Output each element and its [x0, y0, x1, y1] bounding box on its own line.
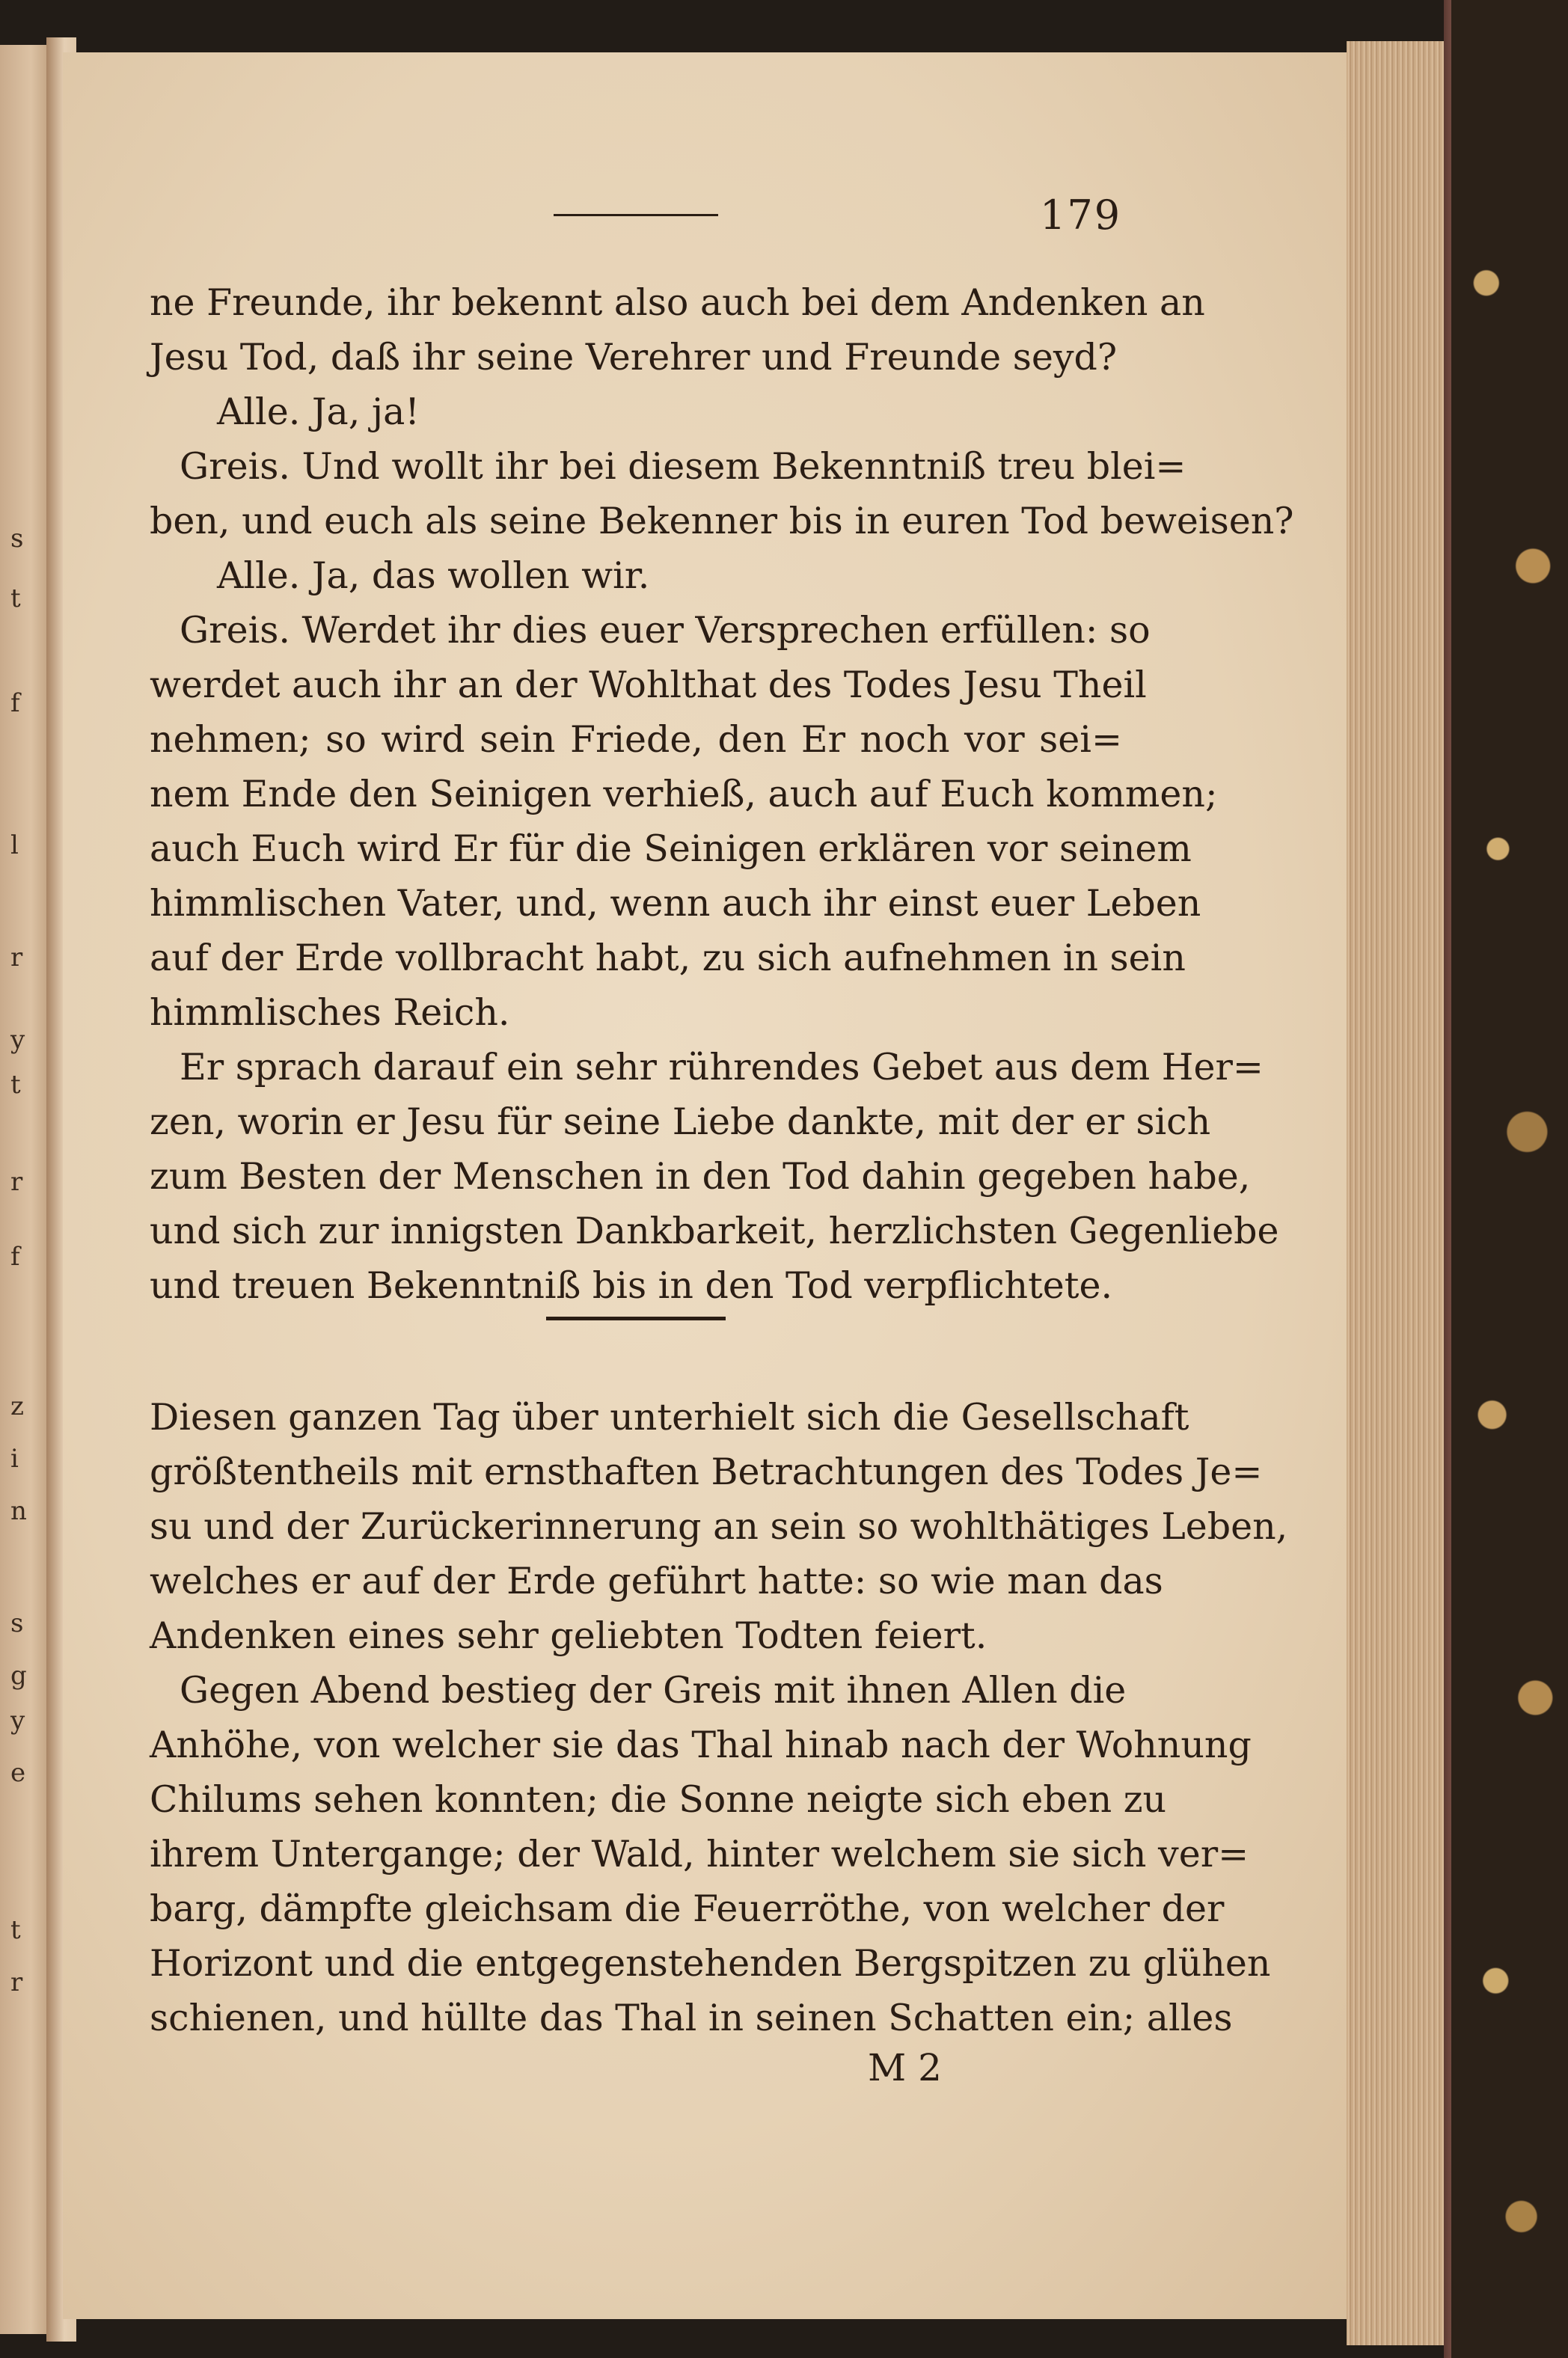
text-line: und sich zur innigsten Dankbarkeit, herzlichsten Gegenliebe — [150, 1210, 1279, 1252]
text-line: Diesen ganzen Tag über unterhielt sich die Gesellschaft — [150, 1396, 1189, 1439]
text-line: ne Freunde, ihr bekennt also auch bei dem Andenken an — [150, 281, 1205, 324]
text-line: schienen, und hüllte das Thal in seinen Schatten ein; alles — [150, 1997, 1233, 2039]
facing-page-glyph: r — [10, 1167, 23, 1197]
text-line: Greis. Werdet ihr dies euer Versprechen erfüllen: so — [180, 609, 1151, 652]
text-line: Alle. Ja, ja! — [217, 391, 420, 433]
text-line: Jesu Tod, daß ihr seine Verehrer und Freunde seyd? — [150, 336, 1118, 379]
section-divider-rule — [546, 1317, 726, 1320]
facing-page-glyph: f — [10, 688, 20, 718]
text-line: ben, und euch als seine Bekenner bis in euren Tod beweisen? — [150, 500, 1294, 542]
text-line: Horizont und die entgegenstehenden Bergspitzen zu glühen — [150, 1942, 1271, 1985]
text-line: Andenken eines sehr geliebten Todten feiert. — [150, 1614, 987, 1657]
text-line: Anhöhe, von welcher sie das Thal hinab nach der Wohnung — [150, 1724, 1252, 1766]
text-line: größtentheils mit ernsthaften Betrachtungen des Todes Je= — [150, 1451, 1263, 1493]
facing-page-glyph: r — [10, 1967, 23, 1997]
text-line: auf der Erde vollbracht habt, zu sich aufnehmen in sein — [150, 937, 1186, 979]
facing-page-glyph: z — [10, 1391, 24, 1421]
text-line: Greis. Und wollt ihr bei diesem Bekenntniß treu blei= — [180, 445, 1186, 488]
facing-page-glyph: t — [10, 584, 21, 613]
facing-page-glyph: l — [10, 830, 19, 860]
text-line: himmlisches Reich. — [150, 991, 510, 1034]
facing-page-glyph: e — [10, 1758, 26, 1788]
page-number: 179 — [1040, 192, 1122, 239]
text-line: barg, dämpfte gleichsam die Feuerröthe, von welcher der — [150, 1887, 1225, 1930]
facing-page-glyph: n — [10, 1496, 27, 1526]
text-line: auch Euch wird Er für die Seinigen erklären vor seinem — [150, 827, 1192, 870]
text-line: Er sprach darauf ein sehr rührendes Gebet aus dem Her= — [180, 1046, 1264, 1088]
header-rule — [554, 214, 718, 216]
text-line: Gegen Abend bestieg der Greis mit ihnen Allen die — [180, 1669, 1127, 1712]
facing-page-glyph: t — [10, 1915, 21, 1945]
text-line: su und der Zurückerinnerung an sein so wohlthätiges Leben, — [150, 1505, 1288, 1548]
facing-page-glyph: g — [10, 1661, 27, 1691]
text-line: nehmen; so wird sein Friede, den Er noch vor sei= — [150, 718, 1122, 761]
text-line: welches er auf der Erde geführt hatte: so wie man das — [150, 1560, 1163, 1602]
text-line: werdet auch ihr an der Wohlthat des Todes Jesu Theil — [150, 664, 1147, 706]
facing-page-glyph: y — [10, 1025, 25, 1055]
facing-page-glyph: r — [10, 943, 23, 973]
facing-page-glyph: s — [10, 524, 24, 554]
facing-page-glyph: i — [10, 1444, 19, 1474]
facing-page-glyph: s — [10, 1608, 24, 1638]
text-line: ihrem Untergange; der Wald, hinter welchem sie sich ver= — [150, 1833, 1249, 1875]
text-line: und treuen Bekenntniß bis in den Tod verpflichtete. — [150, 1264, 1113, 1307]
text-line: zen, worin er Jesu für seine Liebe dankte, mit der er sich — [150, 1100, 1211, 1143]
text-line: zum Besten der Menschen in den Tod dahin gegeben habe, — [150, 1155, 1251, 1198]
text-line: Alle. Ja, das wollen wir. — [217, 554, 650, 597]
signature-mark: M 2 — [868, 2046, 942, 2089]
text-line: himmlischen Vater, und, wenn auch ihr einst euer Leben — [150, 882, 1201, 925]
text-line: nem Ende den Seinigen verhieß, auch auf Euch kommen; — [150, 773, 1218, 815]
facing-page-glyph: f — [10, 1242, 20, 1272]
text-line: Chilums sehen konnten; die Sonne neigte sich eben zu — [150, 1778, 1167, 1821]
facing-page-glyph: y — [10, 1706, 25, 1736]
facing-page-glyph: t — [10, 1070, 21, 1100]
